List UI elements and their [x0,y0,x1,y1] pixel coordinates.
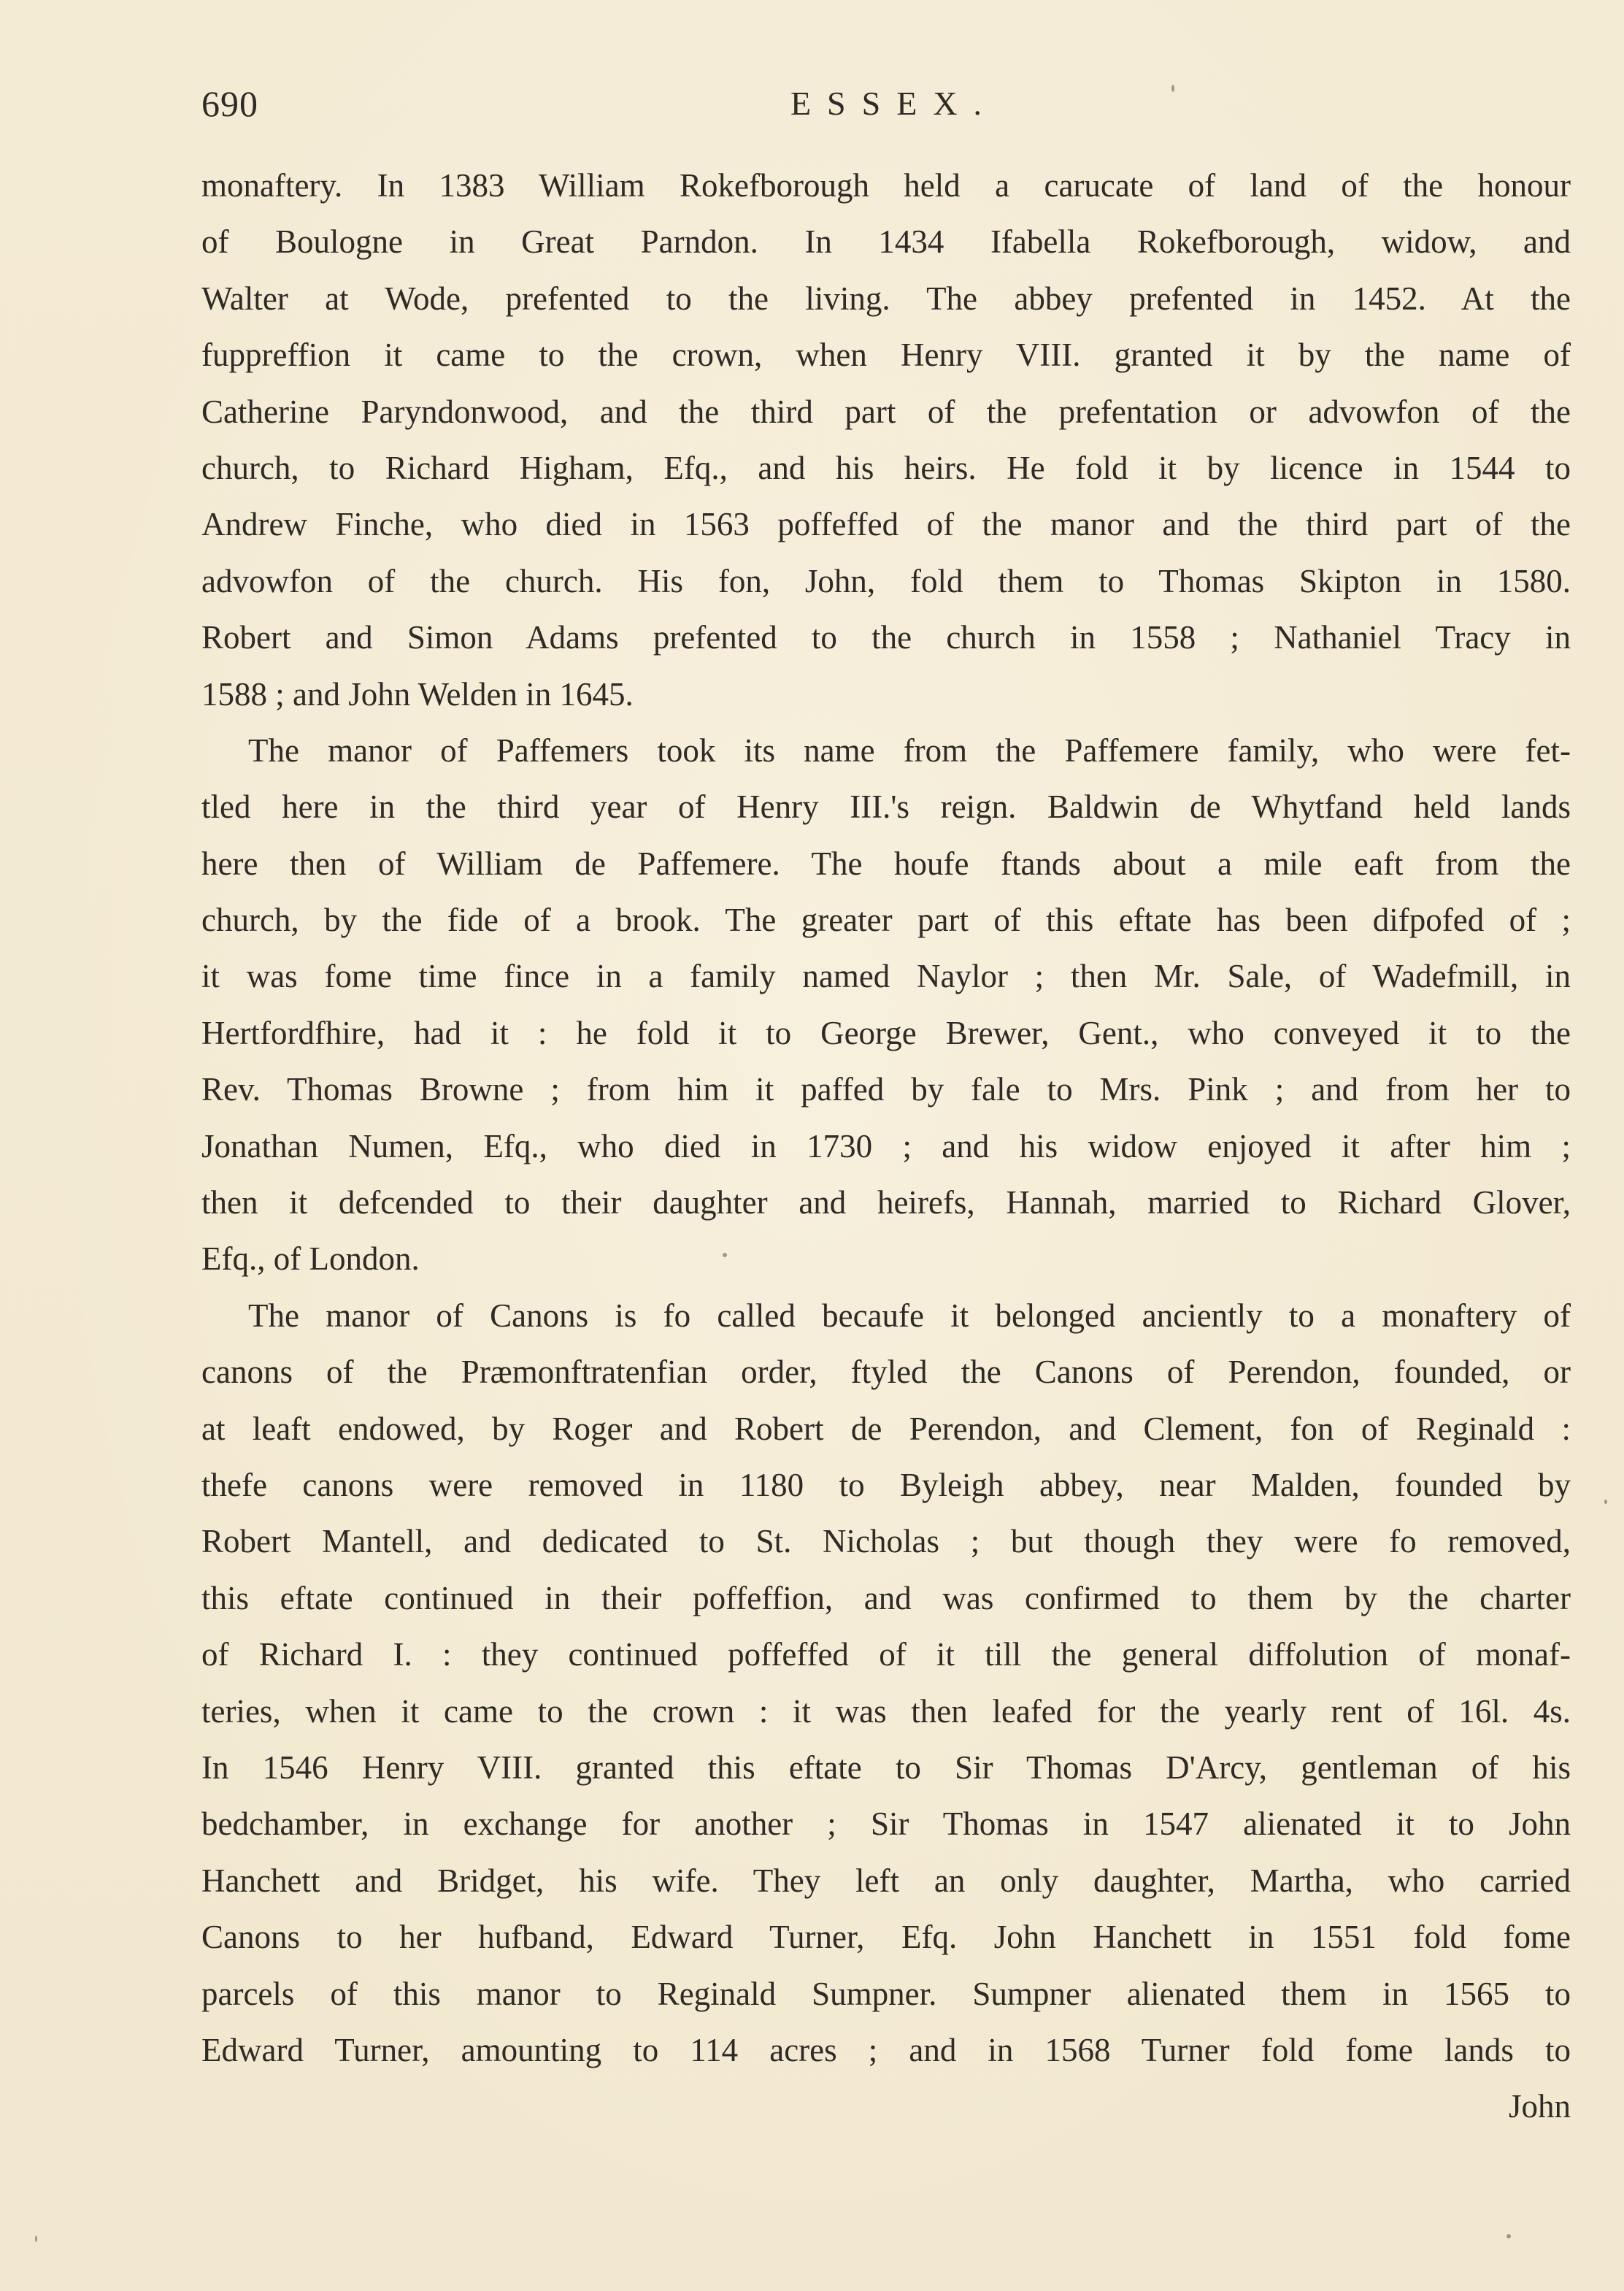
paper-speck [35,2236,37,2242]
text-line: Rev. Thomas Browne ; from him it paffed by fale to Mrs. Pink ; and from her to [201,1071,1571,1108]
paper-speck [1604,1500,1607,1504]
paper-speck [1171,85,1174,92]
text-line: church, to Richard Higham, Efq., and his heirs. He fold it by licence in 1544 to [201,449,1571,486]
paper-speck [723,1253,727,1257]
text-line: of Boulogne in Great Parndon. In 1434 Ifabella Rokefborough, widow, and [201,223,1571,261]
body-text [201,158,1571,2135]
text-line: church, by the fide of a brook. The greater part of this eftate has been difpofed of ; [201,902,1571,939]
text-line: Hertfordfhire, had it : he fold it to George Brewer, Gent., who conveyed it to the [201,1014,1571,1051]
text-line: parcels of this manor to Reginald Sumpner. Sumpner alienated them in 1565 to [201,1975,1571,2012]
text-line: then it defcended to their daughter and heirefs, Hannah, married to Richard Glover, [201,1184,1571,1221]
text-line: Hanchett and Bridget, his wife. They left an only daughter, Martha, who carried [201,1862,1571,1899]
text-line: fuppreffion it came to the crown, when Henry VIII. granted it by the name of [201,337,1571,374]
text-line: Efq., of London. [201,1240,420,1278]
text-line: Jonathan Numen, Efq., who died in 1730 ; and his widow enjoyed it after him ; [201,1127,1571,1164]
text-line: 1588 ; and John Welden in 1645. [201,675,634,713]
text-line: teries, when it came to the crown : it was then leafed for the yearly rent of 16l. 4s. [201,1692,1571,1730]
paper-speck [1506,2234,1511,2238]
page-header [201,82,1571,126]
text-line: Walter at Wode, prefented to the living. The abbey prefented in 1452. At the [201,280,1571,317]
catchword: John [1508,2088,1571,2125]
text-line: In 1546 Henry VIII. granted this eftate to Sir Thomas D'Arcy, gentleman of his [201,1749,1571,1786]
text-line: canons of the Præmonftratenfian order, ftyled the Canons of Perendon, founded, or [201,1354,1571,1391]
text-line: Andrew Finche, who died in 1563 poffeffed of the manor and the third part of the [201,506,1571,543]
text-line: Catherine Paryndonwood, and the third part of the prefentation or advowfon of the [201,393,1571,430]
text-line: thefe canons were removed in 1180 to Byleigh abbey, near Malden, founded by [201,1466,1571,1503]
text-line: advowfon of the church. His fon, John, fold them to Thomas Skipton in 1580. [201,562,1571,599]
text-line: Robert and Simon Adams prefented to the church in 1558 ; Nathaniel Tracy in [201,619,1571,656]
text-line: it was fome time fince in a family named Naylor ; then Mr. Sale, of Wadefmill, in [201,958,1571,995]
text-line: The manor of Canons is fo called becaufe it belonged anciently to a monaftery of [248,1297,1571,1334]
text-line: Robert Mantell, and dedicated to St. Nicholas ; but though they were fo removed, [201,1523,1571,1560]
text-line: bedchamber, in exchange for another ; Sir Thomas in 1547 alienated it to John [201,1805,1571,1843]
text-line: tled here in the third year of Henry III.'s reign. Baldwin de Whytfand held lands [201,788,1571,826]
text-line: Edward Turner, amounting to 114 acres ; and in 1568 Turner fold fome lands to [201,2031,1571,2068]
text-line: here then of William de Paffemere. The houfe ftands about a mile eaft from the [201,845,1571,882]
text-line: this eftate continued in their poffeffion, and was confirmed to them by the charter [201,1579,1571,1616]
running-title: ESSEX. [790,85,998,122]
text-line: of Richard I. : they continued poffeffed of it till the general diffolution of monaf- [201,1636,1571,1673]
text-line: Canons to her hufband, Edward Turner, Efq. John Hanchett in 1551 fold fome [201,1919,1571,1956]
text-line: monaftery. In 1383 William Rokefborough held a carucate of land of the honour [201,167,1571,204]
text-line: at leaft endowed, by Roger and Robert de Perendon, and Clement, fon of Reginald : [201,1410,1571,1447]
page-number: 690 [201,83,258,124]
text-line: The manor of Paffemers took its name from the Paffemere family, who were fet- [248,732,1571,769]
